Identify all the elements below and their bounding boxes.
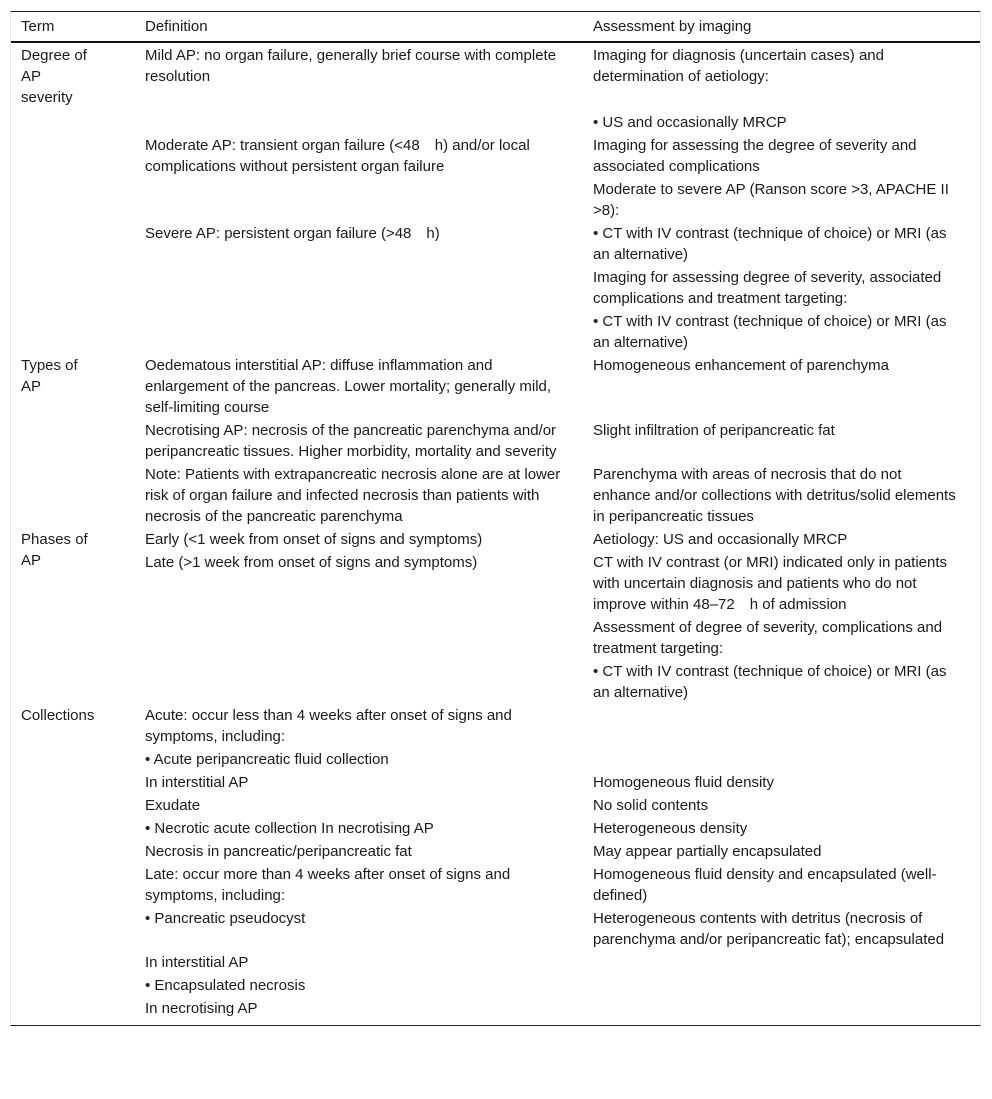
assessment-text: Homogeneous enhancement of parenchyma (593, 357, 890, 374)
definition-text: • Acute peripancreatic fluid collection (145, 751, 389, 768)
table-body (11, 43, 980, 1025)
assessment-cell (583, 841, 980, 864)
definition-cell (135, 841, 583, 864)
definition-text: Exudate (145, 797, 201, 814)
definition-cell (135, 952, 583, 975)
assessment-cell (583, 420, 980, 464)
definition-cell (135, 223, 583, 355)
imaging-classification-table (10, 11, 981, 1026)
assessment-text: May appear partially encapsulated (593, 843, 822, 860)
definition-cell (135, 552, 583, 705)
definition-cell (135, 355, 583, 420)
definition-cell (135, 135, 583, 223)
definition-text: Mild AP: no organ failure, generally brief course with complete resolution (145, 47, 557, 85)
table-row-group (11, 529, 980, 705)
assessment-text: • US and occasionally MRCP (593, 114, 787, 131)
definition-cell (135, 908, 583, 952)
assessment-cell (583, 772, 980, 795)
definition-text: Acute: occur less than 4 weeks after onset of signs and symptoms, including: (145, 707, 512, 745)
assessment-cell (583, 864, 980, 908)
assessment-cell (583, 998, 980, 1021)
term-line: AP (21, 68, 42, 85)
definition-cell (135, 420, 583, 464)
definition-cell (135, 772, 583, 795)
assessment-cell (583, 908, 980, 952)
definition-cell (135, 749, 583, 772)
definition-text: Late (>1 week from onset of signs and symptoms) (145, 554, 478, 571)
assessment-cell (583, 135, 980, 223)
assessment-text: Imaging for assessing degree of severity, associated complications and treatment targeting: (593, 269, 942, 307)
definition-cell (135, 818, 583, 841)
assessment-text: • CT with IV contrast (technique of choice) or MRI (as an alternative) (593, 313, 947, 351)
term-line: AP (21, 552, 42, 569)
table-header-row (11, 12, 980, 43)
assessment-cell (583, 529, 980, 552)
definition-text: Necrosis in pancreatic/peripancreatic fat (145, 843, 412, 860)
assessment-cell (583, 464, 980, 529)
assessment-cell (583, 552, 980, 705)
definition-text: Note: Patients with extrapancreatic necrosis alone are at lower risk of organ failure and infected necrosis than patients with necrosis of the pancreatic parenchyma (145, 466, 561, 525)
definition-cell (135, 998, 583, 1021)
assessment-text: Moderate to severe AP (Ranson score >3, APACHE II >8): (593, 181, 949, 219)
definition-text: • Necrotic acute collection In necrotising AP (145, 820, 434, 837)
term-line: AP (21, 378, 42, 395)
term-cell (11, 529, 135, 705)
table-row-group (11, 45, 980, 355)
assessment-text: Imaging for assessing the degree of severity and associated complications (593, 137, 917, 175)
definition-text: In necrotising AP (145, 1000, 258, 1017)
assessment-text (593, 89, 960, 110)
term-line: severity (21, 89, 73, 106)
definition-text: In interstitial AP (145, 954, 249, 971)
definition-text: Moderate AP: transient organ failure (<48 h) and/or local complications without persistent organ failure (145, 137, 530, 175)
assessment-text: • CT with IV contrast (technique of choice) or MRI (as an alternative) (593, 225, 947, 263)
assessment-text: CT with IV contrast (or MRI) indicated only in patients with uncertain diagnosis and patients who do not improve within 48–72 h of admission (593, 554, 948, 613)
assessment-text: Imaging for diagnosis (uncertain cases) and determination of aetiology: (593, 47, 884, 85)
definition-cell (135, 975, 583, 998)
assessment-text: Parenchyma with areas of necrosis that do not enhance and/or collections with detritus/solid elements in peripancreatic tissues (593, 466, 956, 525)
assessment-text: Aetiology: US and occasionally MRCP (593, 531, 848, 548)
assessment-cell (583, 818, 980, 841)
term-line: Types of (21, 357, 78, 374)
assessment-text: Heterogeneous contents with detritus (necrosis of parenchyma and/or peripancreatic fat); encapsulated (593, 910, 945, 948)
term-cell (11, 705, 135, 1021)
assessment-cell (583, 975, 980, 998)
assessment-text: Slight infiltration of peripancreatic fat (593, 422, 835, 439)
definition-text: • Pancreatic pseudocyst (145, 910, 306, 927)
assessment-cell (583, 952, 980, 975)
assessment-cell (583, 45, 980, 135)
definition-text: In interstitial AP (145, 774, 249, 791)
header-assessment: Assessment by imaging (593, 18, 752, 35)
term-line: Degree of (21, 47, 87, 64)
definition-text: Necrotising AP: necrosis of the pancreatic parenchyma and/or peripancreatic tissues. Higher morbidity, mortality and severity (145, 422, 557, 460)
table-row-group (11, 705, 980, 1021)
assessment-text: No solid contents (593, 797, 709, 814)
definition-cell (135, 705, 583, 749)
definition-cell (135, 795, 583, 818)
term-line: Collections (21, 707, 95, 724)
definition-cell (135, 464, 583, 529)
assessment-cell (583, 223, 980, 355)
assessment-text: Homogeneous fluid density and encapsulated (well-defined) (593, 866, 937, 904)
assessment-text: Assessment of degree of severity, complications and treatment targeting: (593, 619, 943, 657)
term-cell (11, 355, 135, 529)
assessment-cell (583, 795, 980, 818)
assessment-text: Homogeneous fluid density (593, 774, 774, 791)
assessment-text: Heterogeneous density (593, 820, 748, 837)
term-cell (11, 45, 135, 355)
assessment-cell (583, 749, 980, 772)
definition-text: Early (<1 week from onset of signs and symptoms) (145, 531, 483, 548)
assessment-cell (583, 355, 980, 420)
term-line: Phases of (21, 531, 88, 548)
definition-cell (135, 45, 583, 135)
table-row-group (11, 355, 980, 529)
definition-text: • Encapsulated necrosis (145, 977, 306, 994)
definition-cell (135, 529, 583, 552)
definition-text: Late: occur more than 4 weeks after onset of signs and symptoms, including: (145, 866, 511, 904)
header-definition: Definition (145, 18, 208, 35)
assessment-cell (583, 705, 980, 749)
definition-cell (135, 864, 583, 908)
assessment-text: • CT with IV contrast (technique of choice) or MRI (as an alternative) (593, 663, 947, 701)
definition-text: Oedematous interstitial AP: diffuse inflammation and enlargement of the pancreas. Lower mortality; generally mild, self-limiting course (145, 357, 552, 416)
definition-text: Severe AP: persistent organ failure (>48 h) (145, 225, 440, 242)
header-term: Term (21, 18, 55, 35)
